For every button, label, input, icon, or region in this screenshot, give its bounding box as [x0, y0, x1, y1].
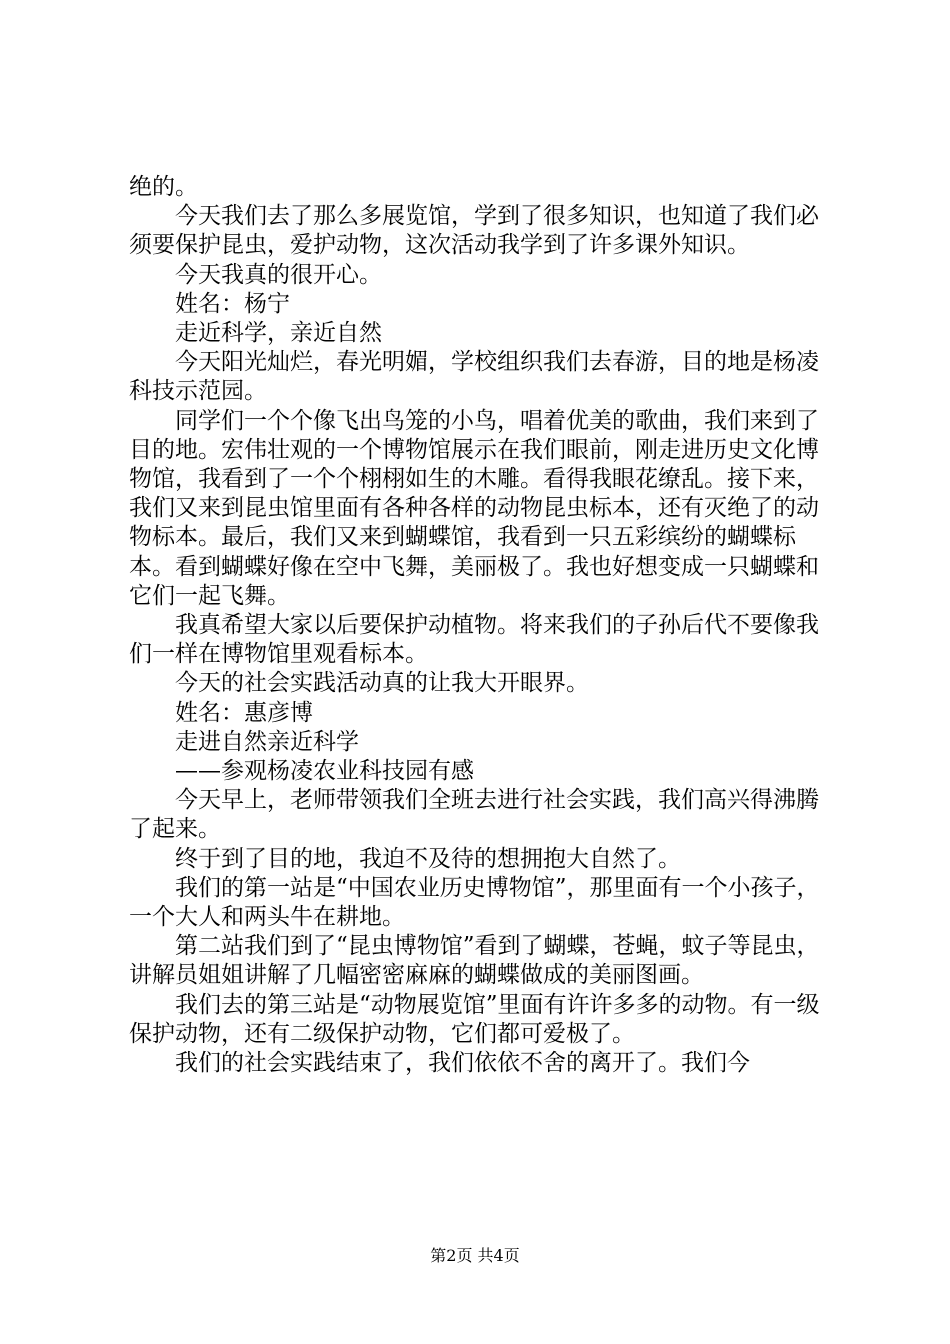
paragraph: 终于到了目的地，我迫不及待的想拥抱大自然了。 [175, 845, 681, 872]
essay-title: 走进自然亲近科学 [175, 728, 359, 755]
paragraph: 我真希望大家以后要保护动植物。将来我们的子孙后代不要像我们一样在博物馆里观看标本。 [129, 612, 819, 668]
paragraph: 我们的第一站是“中国农业历史博物馆”，那里面有一个小孩子，一个大人和两头牛在耕地。 [129, 874, 820, 931]
paragraph: 绝的。 [129, 174, 198, 200]
essay-subtitle: ——参观杨凌农业科技园有感 [175, 758, 474, 785]
essay-title: 走近科学，亲近自然 [175, 320, 382, 347]
author-name: 姓名：惠彦博 [175, 699, 313, 726]
paragraph: 我们去的第三站是“动物展览馆”里面有许许多多的动物。有一级保护动物，还有二级保护动物，它们都可爱极了。 [129, 991, 820, 1047]
paragraph: 今天早上，老师带领我们全班去进行社会实践，我们高兴得沸腾了起来。 [129, 787, 819, 843]
document-body [129, 173, 829, 1078]
paragraph: 第二站我们到了“昆虫博物馆”看到了蝴蝶，苍蝇，蚊子等昆虫，讲解员姐姐讲解了几幅密密麻麻的蝴蝶做成的美丽图画。 [129, 933, 820, 989]
paragraph: 今天的社会实践活动真的让我大开眼界。 [175, 670, 589, 697]
paragraph: 今天我们去了那么多展览馆，学到了很多知识，也知道了我们必须要保护昆虫，爱护动物，这次活动我学到了许多课外知识。 [129, 203, 819, 259]
page-footer: 第2页 共4页 [430, 1246, 520, 1265]
author-name: 姓名：杨宁 [175, 290, 290, 317]
paragraph: 今天我真的很开心。 [175, 261, 382, 288]
paragraph: 同学们一个个像飞出鸟笼的小鸟，唱着优美的歌曲，我们来到了目的地。宏伟壮观的一个博物馆展示在我们眼前，刚走进历史文化博物馆，我看到了一个个栩栩如生的木雕。看得我眼花缭乱。接下来，我们又来到昆虫馆里面有各种各样的动物昆虫标本，还有灭绝了的动物标本。最后，我们又来到蝴蝶馆，我看到一只五彩缤纷的蝴蝶标本。看到蝴蝶好像在空中飞舞，美丽极了。我也好想变成一只蝴蝶和它们一起飞舞。 [129, 407, 819, 609]
paragraph: 今天阳光灿烂，春光明媚，学校组织我们去春游，目的地是杨凌科技示范园。 [129, 349, 819, 405]
paragraph: 我们的社会实践结束了，我们依依不舍的离开了。我们今 [175, 1050, 750, 1077]
